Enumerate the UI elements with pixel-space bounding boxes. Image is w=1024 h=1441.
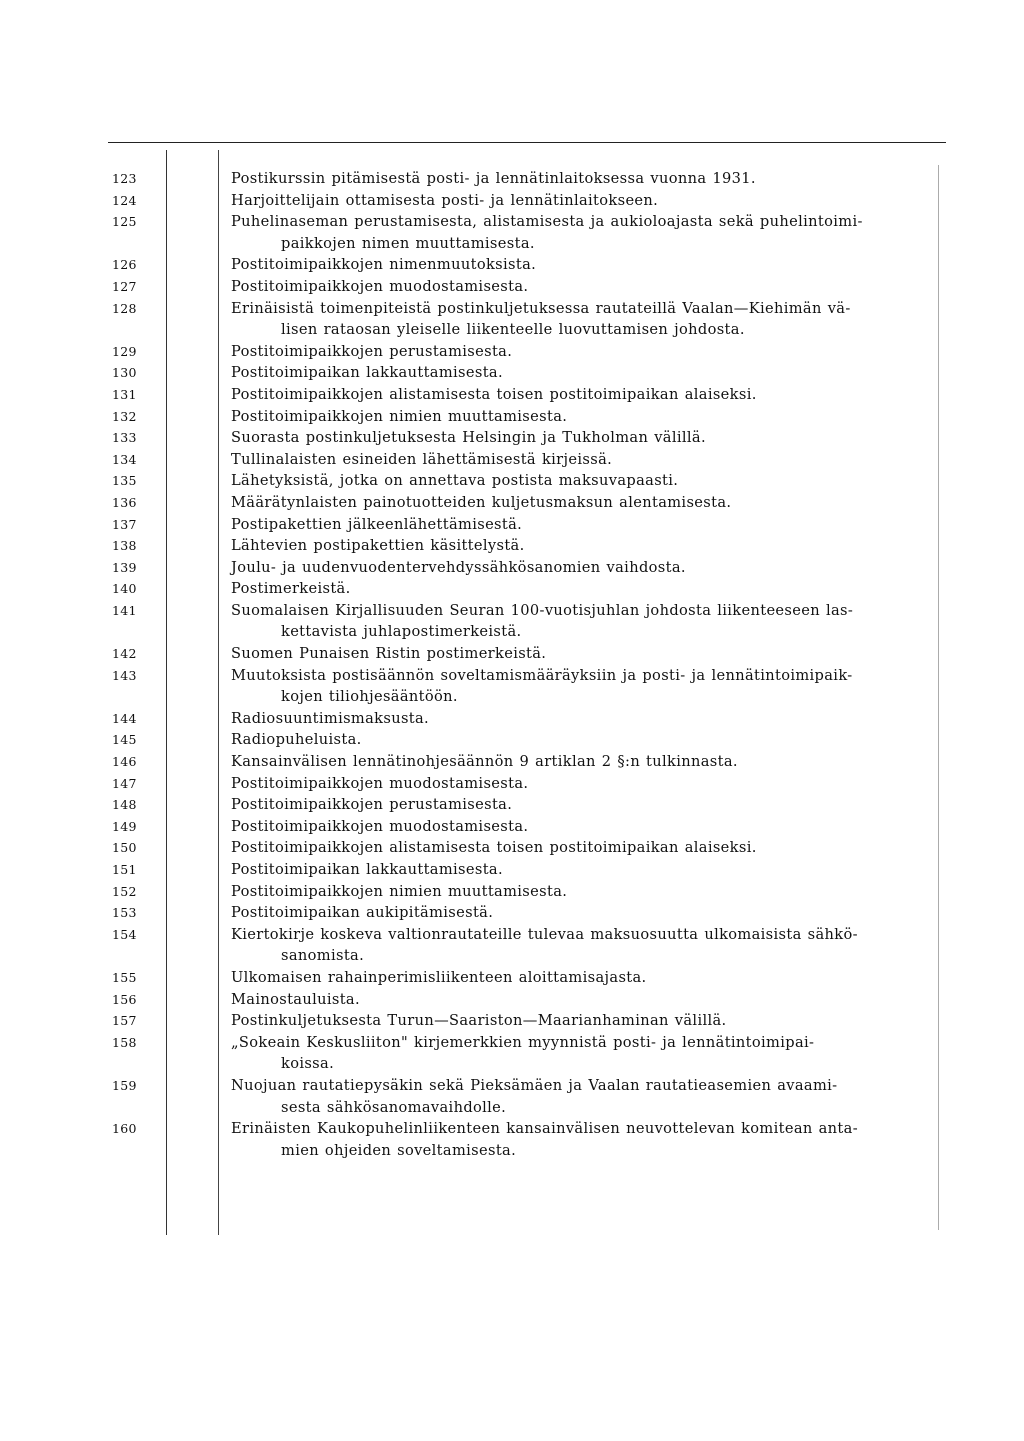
entry-title-line: Lähtevien postipakettien käsittelystä. bbox=[231, 537, 525, 555]
entry-title bbox=[231, 967, 943, 989]
entry-title-line: Radiosuuntimismaksusta. bbox=[231, 709, 430, 727]
entry-title-line: Postitoimipaikkojen nimien muuttamisesta. bbox=[231, 882, 568, 900]
entry-title-line: Erinäisistä toimenpiteistä postinkuljetuksessa rautateillä Vaalan—Kiehimän vä- bbox=[231, 299, 851, 317]
entry-title bbox=[231, 514, 943, 536]
entry-title-line: Postikurssin pitämisestä posti- ja lennätinlaitoksessa vuonna 1931. bbox=[231, 170, 756, 187]
entry-title bbox=[231, 794, 943, 816]
entry-number: 153 bbox=[112, 905, 137, 921]
entry-title bbox=[231, 384, 943, 406]
list-item bbox=[0, 211, 1024, 254]
entry-title-line: Erinäisten Kaukopuhelinliikenteen kansainvälisen neuvottelevan komitean anta- bbox=[231, 1120, 858, 1138]
list-item bbox=[0, 384, 1024, 406]
list-item bbox=[0, 794, 1024, 816]
list-item bbox=[0, 773, 1024, 795]
entry-number: 123 bbox=[112, 171, 137, 186]
list-item bbox=[0, 470, 1024, 492]
list-item bbox=[0, 881, 1024, 903]
list-item bbox=[0, 902, 1024, 924]
list-item bbox=[0, 989, 1024, 1011]
entry-title bbox=[231, 924, 943, 967]
entry-title bbox=[231, 211, 943, 254]
entry-title bbox=[231, 1032, 943, 1075]
entry-number: 129 bbox=[112, 343, 137, 359]
entry-title bbox=[231, 470, 943, 492]
entry-number: 157 bbox=[112, 1013, 137, 1029]
entry-title-line: Postitoimipaikan lakkauttamisesta. bbox=[231, 861, 503, 878]
entry-number: 124 bbox=[112, 192, 137, 208]
entry-number: 138 bbox=[112, 538, 137, 554]
entry-title-line: Ulkomaisen rahainperimisliikenteen aloittamisajasta. bbox=[231, 968, 647, 986]
entry-title-line: Puhelinaseman perustamisesta, alistamisesta ja aukioloajasta sekä puhelintoimi- bbox=[231, 213, 863, 231]
list-item bbox=[0, 1118, 1024, 1161]
entry-title-line: Mainostauluista. bbox=[231, 990, 360, 1008]
entry-number: 150 bbox=[112, 840, 137, 856]
entry-title bbox=[231, 708, 943, 730]
entry-title-line: sesta sähkösanomavaihdolle. bbox=[281, 1098, 507, 1116]
entry-number: 159 bbox=[112, 1077, 137, 1093]
entry-number: 127 bbox=[112, 278, 137, 294]
entry-title-line: Suomalaisen Kirjallisuuden Seuran 100-vuotisjuhlan johdosta liikenteeseen las- bbox=[231, 601, 854, 619]
circular-list bbox=[0, 168, 1024, 1161]
list-item bbox=[0, 514, 1024, 536]
entry-title bbox=[231, 535, 943, 557]
entry-title bbox=[231, 837, 943, 859]
entry-title bbox=[231, 1010, 943, 1032]
list-item bbox=[0, 535, 1024, 557]
list-item bbox=[0, 1032, 1024, 1075]
list-item bbox=[0, 1010, 1024, 1032]
entry-title-line: Postitoimipaikkojen perustamisesta. bbox=[231, 796, 513, 814]
entry-title-line: Kiertokirje koskeva valtionrautateille tulevaa maksuosuutta ulkomaisista sähkö- bbox=[231, 925, 858, 943]
entry-title-line: paikkojen nimen muuttamisesta. bbox=[281, 234, 535, 252]
list-item bbox=[0, 254, 1024, 276]
entry-number: 131 bbox=[112, 386, 137, 402]
entry-title-line: Muutoksista postisäännön soveltamismääräyksiin ja posti- ja lennätintoimipaik- bbox=[231, 666, 853, 684]
list-item bbox=[0, 600, 1024, 643]
entry-title-line: lisen rataosan yleiselle liikenteelle luovuttamisen johdosta. bbox=[281, 321, 745, 339]
entry-title-line: kojen tiliohjesääntöön. bbox=[281, 688, 458, 706]
entry-title bbox=[231, 1075, 943, 1118]
entry-title-line: Lähetyksistä, jotka on annettava postista maksuvapaasti. bbox=[231, 472, 679, 490]
list-item bbox=[0, 406, 1024, 428]
entry-title-line: Joulu- ja uudenvuodentervehdyssähkösanomien vaihdosta. bbox=[231, 558, 686, 576]
list-item bbox=[0, 557, 1024, 579]
entry-title-line: kettavista juhlapostimerkeistä. bbox=[281, 623, 522, 641]
list-item bbox=[0, 492, 1024, 514]
entry-number: 144 bbox=[112, 710, 137, 726]
entry-title-line: Suorasta postinkuljetuksesta Helsingin ja Tukholman välillä. bbox=[231, 429, 706, 447]
entry-title bbox=[231, 881, 943, 903]
entry-title-line: Postipakettien jälkeenlähettämisestä. bbox=[231, 515, 523, 533]
entry-title-line: Postitoimipaikkojen perustamisesta. bbox=[231, 342, 513, 360]
list-item bbox=[0, 341, 1024, 363]
entry-title-line: Postitoimipaikan aukipitämisestä. bbox=[231, 904, 494, 922]
entry-title-line: Postitoimipaikkojen muodostamisesta. bbox=[231, 774, 529, 792]
entry-title-line: koissa. bbox=[281, 1055, 335, 1073]
entry-title-line: mien ohjeiden soveltamisesta. bbox=[281, 1141, 517, 1159]
entry-title-line: Postitoimipaikkojen nimenmuutoksista. bbox=[231, 256, 537, 274]
list-item bbox=[0, 1075, 1024, 1118]
entry-number: 133 bbox=[112, 430, 137, 446]
entry-title bbox=[231, 859, 943, 881]
entry-title bbox=[231, 902, 943, 924]
entry-number: 141 bbox=[112, 602, 137, 618]
entry-number: 128 bbox=[112, 300, 137, 316]
entry-number: 148 bbox=[112, 797, 137, 813]
entry-title bbox=[231, 643, 943, 665]
list-item bbox=[0, 967, 1024, 989]
entry-number: 130 bbox=[112, 365, 137, 381]
entry-title bbox=[231, 989, 943, 1011]
list-item bbox=[0, 449, 1024, 471]
list-item bbox=[0, 298, 1024, 341]
entry-number: 151 bbox=[112, 862, 137, 877]
entry-title bbox=[231, 729, 943, 751]
list-item bbox=[0, 276, 1024, 298]
list-item bbox=[0, 816, 1024, 838]
entry-number: 126 bbox=[112, 257, 137, 273]
entry-number: 135 bbox=[112, 473, 137, 489]
entry-title-line: Suomen Punaisen Ristin postimerkeistä. bbox=[231, 645, 547, 663]
entry-number: 136 bbox=[112, 494, 137, 510]
list-item bbox=[0, 578, 1024, 600]
entry-title-line: Tullinalaisten esineiden lähettämisestä kirjeissä. bbox=[231, 450, 613, 468]
entry-title-line: Postitoimipaikan lakkauttamisesta. bbox=[231, 364, 503, 382]
entry-number: 132 bbox=[112, 408, 137, 424]
entry-number: 146 bbox=[112, 754, 137, 770]
list-item bbox=[0, 859, 1024, 881]
list-item bbox=[0, 168, 1024, 190]
entry-title-line: Harjoittelijain ottamisesta posti- ja lennätinlaitokseen. bbox=[231, 191, 659, 209]
list-item bbox=[0, 190, 1024, 212]
list-item bbox=[0, 427, 1024, 449]
list-item bbox=[0, 362, 1024, 384]
entry-number: 147 bbox=[112, 775, 137, 791]
entry-title bbox=[231, 190, 943, 212]
entry-title-line: Määrätynlaisten painotuotteiden kuljetusmaksun alentamisesta. bbox=[231, 493, 732, 511]
entry-number: 125 bbox=[112, 214, 137, 230]
entry-number: 137 bbox=[112, 516, 137, 532]
entry-title bbox=[231, 665, 943, 708]
entry-title-line: Postitoimipaikkojen muodostamisesta. bbox=[231, 817, 529, 835]
entry-title-line: Radiopuheluista. bbox=[231, 731, 362, 749]
entry-number: 134 bbox=[112, 451, 137, 467]
entry-number: 142 bbox=[112, 646, 137, 662]
entry-number: 139 bbox=[112, 559, 137, 575]
list-item bbox=[0, 708, 1024, 730]
entry-title bbox=[231, 362, 943, 384]
entry-number: 143 bbox=[112, 667, 137, 683]
entry-title-line: sanomista. bbox=[281, 947, 365, 965]
entry-title-line: Postitoimipaikkojen alistamisesta toisen postitoimipaikan alaiseksi. bbox=[231, 385, 757, 403]
entry-number: 155 bbox=[112, 969, 137, 985]
entry-number: 160 bbox=[112, 1121, 137, 1137]
entry-title bbox=[231, 341, 943, 363]
entry-title-line: Nuojuan rautatiepysäkin sekä Pieksämäen ja Vaalan rautatieasemien avaami- bbox=[231, 1076, 838, 1094]
entry-title bbox=[231, 406, 943, 428]
top-rule bbox=[108, 142, 946, 143]
entry-title-line: Postimerkeistä. bbox=[231, 580, 351, 598]
entry-number: 140 bbox=[112, 581, 137, 597]
entry-title-line: Postitoimipaikkojen nimien muuttamisesta. bbox=[231, 407, 568, 425]
entry-number: 152 bbox=[112, 883, 137, 899]
entry-title bbox=[231, 1118, 943, 1161]
entry-title bbox=[231, 449, 943, 471]
entry-title bbox=[231, 578, 943, 600]
entry-title bbox=[231, 773, 943, 795]
entry-title bbox=[231, 298, 943, 341]
entry-title bbox=[231, 276, 943, 298]
entry-title-line: Kansainvälisen lennätinohjesäännön 9 artiklan 2 §:n tulkinnasta. bbox=[231, 753, 738, 771]
entry-title bbox=[231, 600, 943, 643]
entry-title bbox=[231, 427, 943, 449]
list-item bbox=[0, 643, 1024, 665]
list-item bbox=[0, 665, 1024, 708]
entry-title-line: Postitoimipaikkojen muodostamisesta. bbox=[231, 277, 529, 295]
entry-number: 156 bbox=[112, 991, 137, 1007]
entry-title bbox=[231, 816, 943, 838]
entry-number: 154 bbox=[112, 926, 137, 942]
entry-title-line: Postitoimipaikkojen alistamisesta toisen postitoimipaikan alaiseksi. bbox=[231, 839, 757, 857]
entry-title bbox=[231, 254, 943, 276]
entry-number: 145 bbox=[112, 732, 137, 748]
list-item bbox=[0, 751, 1024, 773]
list-item bbox=[0, 729, 1024, 751]
entry-title bbox=[231, 168, 943, 190]
list-item bbox=[0, 837, 1024, 859]
entry-title bbox=[231, 557, 943, 579]
entry-title-line: Postinkuljetuksesta Turun—Saariston—Maarianhaminan välillä. bbox=[231, 1012, 727, 1030]
list-item bbox=[0, 924, 1024, 967]
entry-title bbox=[231, 492, 943, 514]
entry-number: 149 bbox=[112, 818, 137, 834]
entry-number: 158 bbox=[112, 1034, 137, 1050]
entry-title-line: „Sokeain Keskusliiton" kirjemerkkien myynnistä posti- ja lennätintoimipai- bbox=[231, 1033, 815, 1051]
entry-title bbox=[231, 751, 943, 773]
